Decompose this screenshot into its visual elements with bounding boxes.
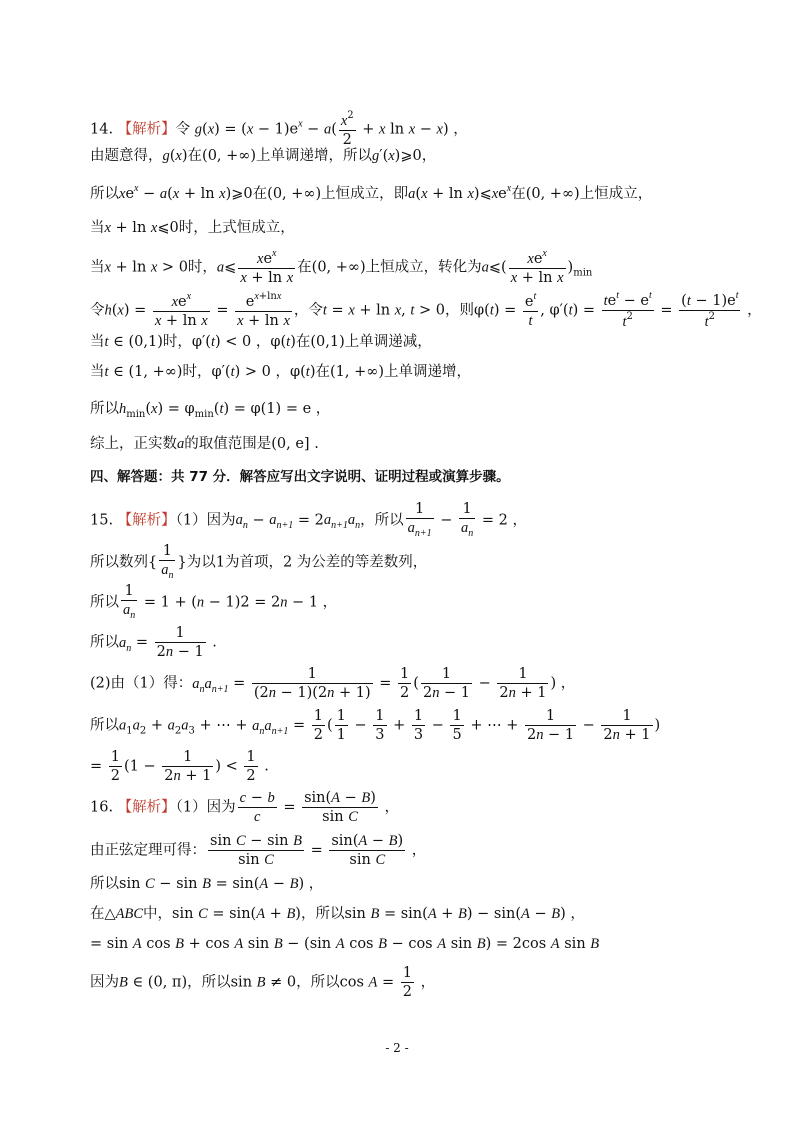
- p14-line-7: 当t ∈ (0,1)时，φ′(t) < 0 ，φ(t)在(0,1)上单调递减，: [90, 334, 432, 350]
- p14-line-2: 由题意得，g(x)在(0, +∞)上单调递增，所以g′(x)⩾0，: [90, 148, 437, 164]
- p15-line-5: (2)由（1）得：$a_na_{n+1}$ = $\frac{1}{(2n - 1)(2n + 1)}$ = $\frac{1}{2}$ ( $\frac{1}{2n - 1}$ − $\frac{1}{2n + 1}$ ) ，: [90, 666, 576, 702]
- p15-line-3: 所以 $\frac{1}{a_n}$ = 1 + (n − 1)2 = 2n − 1 ，: [90, 583, 338, 622]
- p16-line-1: 16. 【解析】（1）因为 $\frac{c - b}{c}$ = $\frac{\sin(A - B)}{\text{sin C}}$ ，: [90, 790, 400, 826]
- p14-line-3: 所以$xe^x - a(x + \ln$ x)⩾0在(0, +∞)上恒成立，即$a(x + \ln x)⩽xe^x$在(0, +∞)上恒成立，: [90, 183, 653, 202]
- p16-line-5: = sin A cos B + cos A sin B − (sin A cos B − cos A sin B) = 2cos A sin B: [90, 936, 600, 952]
- p16-line-4: 在△ABC中，sin C = sin(A + B)，所以sin B = sin(A + B) − sin(A − B) ，: [90, 906, 585, 922]
- p15-line-2: 所以数列{ $\frac{1}{a_n}$ }为以1为首项，2 为公差的等差数列，: [90, 543, 428, 582]
- analysis-tag: 【解析】: [117, 799, 176, 816]
- p14-line-9: 所以$h_{min}(x) = \varphi_{min}(t) = \varphi(1) = e$ ，: [90, 401, 331, 420]
- p15-line-4: 所以$a_n$ = $\frac{1}{2n - 1}$ .: [90, 625, 217, 661]
- p15-line-7: = $\frac{1}{2}$ (1 − $\frac{1}{2n + 1}$ ) < $\frac{1}{2}$ .: [90, 749, 269, 785]
- p16-line-6: 因为B ∈ (0, π)，所以sin B ≠ 0，所以cos A = $\frac{1}{2}$ ，: [90, 965, 436, 1001]
- page-number: - 2 -: [385, 1041, 409, 1055]
- p15-line-1: 15. 【解析】（1）因为$a_n - a_{n+1} = 2a_{n+1}a_n$，所以 $\frac{1}{a_{n+1}}$ − $\frac{1}{a_n}$ = 2 ，: [90, 501, 527, 540]
- p14-line-6: 令h(x) = $xe^x$ x + ln x = $\frac{e^{x+lnx}}{\text{x + ln x}}$ ，令t = x + ln x, t > 0，则φ(t) = $\frac{e^t}{t}$ , φ′(t) = $te^t - e^t$ $t^2$ = $\frac{(t - 1)e^t}{t^2}$ ，: [90, 290, 762, 331]
- p14-line-8: 当t ∈ (1, +∞)时，φ′(t) > 0 ，φ(t)在(1, +∞)上单调递增，: [90, 364, 471, 380]
- p15-line-6: 所以$a_1a_2 + a_2a_3$ + ⋯ + $a_na_{n+1}$ = $\frac{1}{2}$ ( $\frac{1}{1}$ − $\frac{1}{3}$ + $\frac{1}{3}$ − $\frac{1}{5}$ + ⋯ + $\frac{1}{2n - 1}$ − $\frac{1}{2n + 1}$ ): [90, 708, 661, 744]
- p14-line-10: 综上，正实数a的取值范围是(0, e] .: [90, 436, 319, 452]
- section-heading: 四、解答题：共 77 分．解答应写出文字说明、证明过程或演算步骤。: [90, 469, 510, 485]
- p14-line-1: 14. 【解析】令 $g(x) = (x - 1)e^x - a$( $\frac{x^2}{2}$ + x ln x − x) ，: [90, 110, 468, 149]
- p14-line-5: 当x + ln x > 0时，a⩽ $xe^x$ x + ln x 在(0, +∞)上恒成立，转化为a⩽( $xe^x$ x + ln x )$_{min}$: [90, 248, 593, 287]
- p16-line-2: 由正弦定理可得： $\frac{\text{sin C − sin B}}{\text{sin C}}$ = $\frac{\sin(A - B)}{\text{sin C}}$ ，: [90, 833, 427, 869]
- p14-line-4: 当x + ln x⩽0时，上式恒成立，: [90, 220, 295, 236]
- p16-line-3: 所以sin C − sin B = sin(A − B) ，: [90, 876, 324, 892]
- analysis-tag: 【解析】: [117, 512, 176, 529]
- analysis-tag: 【解析】: [117, 121, 176, 138]
